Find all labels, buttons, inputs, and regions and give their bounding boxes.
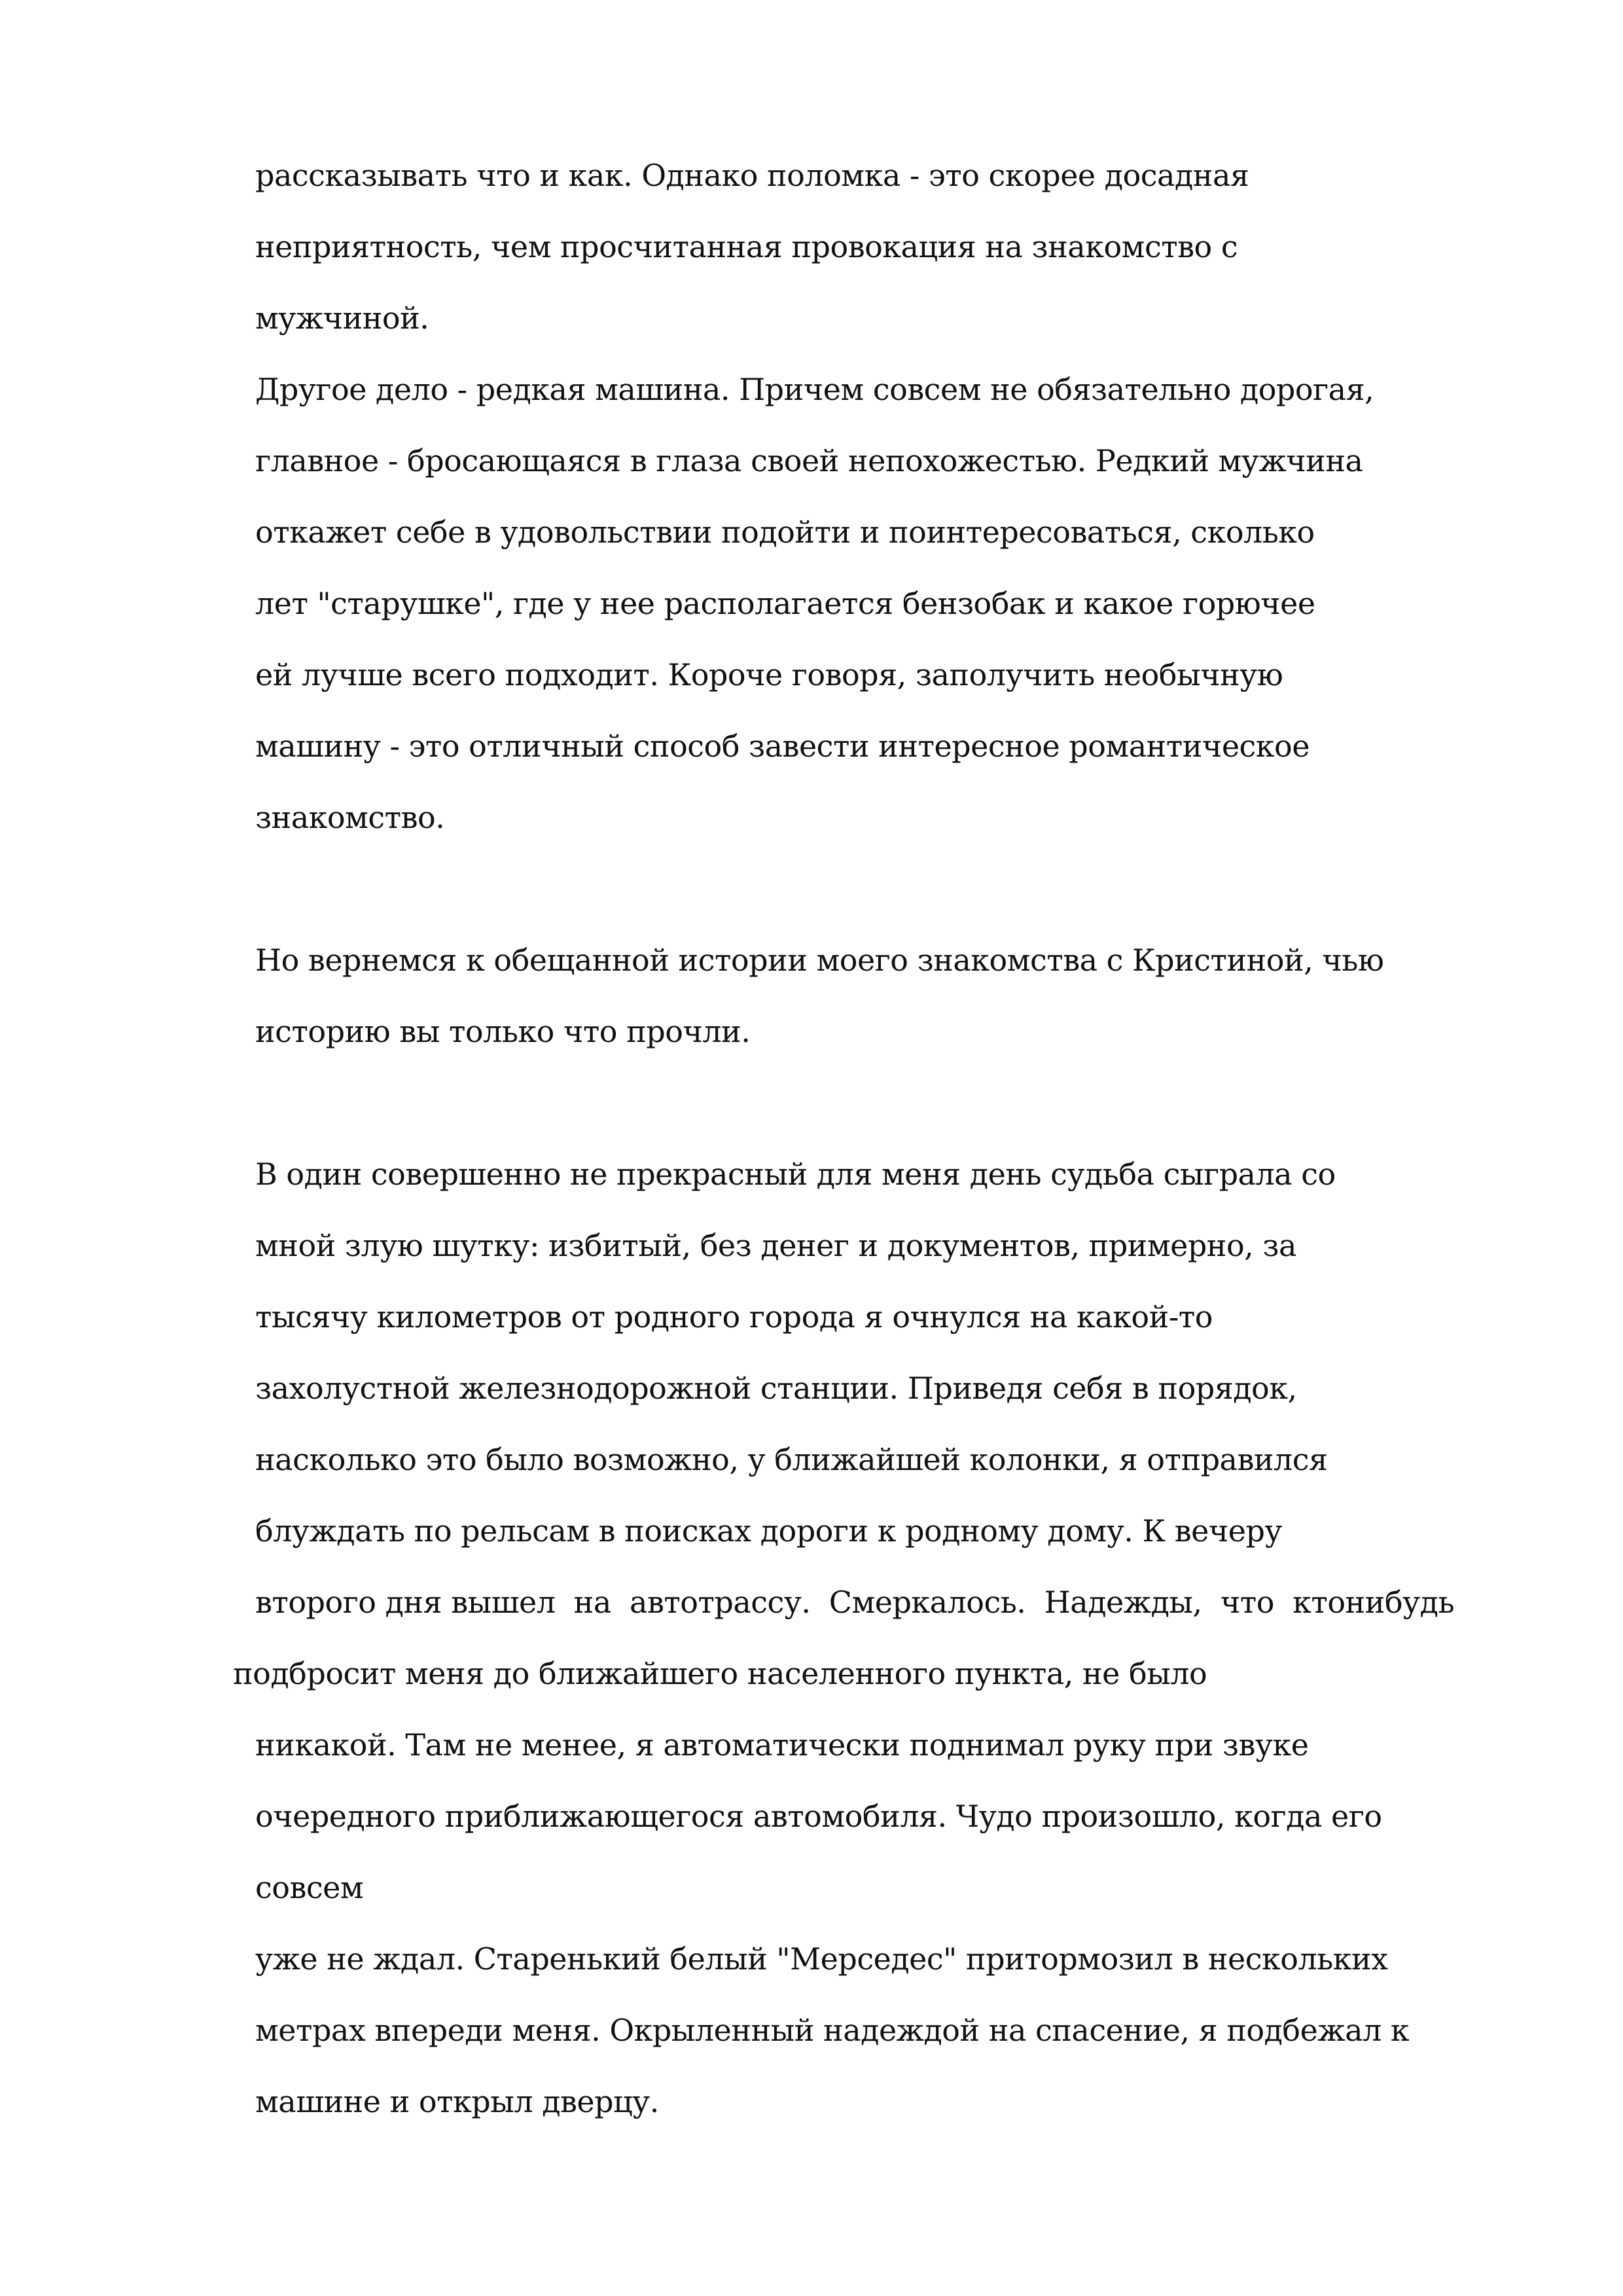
text-line: второго дня вышел на автотрассу. Смеркалось. Надежды, что ктонибудь (255, 1585, 1455, 1620)
text-line: откажет себе в удовольствии подойти и поинтересоваться, сколько (255, 514, 1315, 550)
text-line: очередного приближающегося автомобиля. Чудо произошло, когда его (255, 1799, 1382, 1834)
text-line: метрах впереди меня. Окрыленный надеждой на спасение, я подбежал к (255, 2013, 1410, 2048)
text-line: Другое дело - редкая машина. Причем совсем не обязательно дорогая, (255, 372, 1374, 407)
text-line: машине и открыл дверцу. (255, 2084, 659, 2119)
text-line: рассказывать что и как. Однако поломка - это скорее досадная (255, 158, 1249, 193)
text-line: захолустной железнодорожной станции. Приведя себя в порядок, (255, 1371, 1297, 1406)
text-line: насколько это было возможно, у ближайшей колонки, я отправился (255, 1442, 1328, 1477)
text-line: главное - бросающаяся в глаза своей непохожестью. Редкий мужчина (255, 443, 1363, 478)
text-line: Но вернемся к обещанной истории моего знакомства с Кристиной, чью (255, 942, 1384, 978)
text-line: совсем (255, 1870, 364, 1905)
text-line: В один совершенно не прекрасный для меня день судьба сыграла со (255, 1157, 1336, 1192)
text-line: мужчиной. (255, 300, 429, 336)
text-line: уже не ждал. Старенький белый "Мерседес" притормозил в нескольких (255, 1941, 1388, 1977)
text-line: мной злую шутку: избитый, без денег и документов, примерно, за (255, 1228, 1296, 1263)
text-line: подбросит меня до ближайшего населенного пункта, не было (233, 1656, 1207, 1691)
text-line: машину - это отличный способ завести интересное романтическое (255, 728, 1310, 764)
text-line: знакомство. (255, 800, 445, 835)
text-line: блуждать по рельсам в поисках дороги к родному дому. К вечеру (255, 1513, 1282, 1549)
text-line: никакой. Там не менее, я автоматически поднимал руку при звуке (255, 1727, 1309, 1763)
text-line: неприятность, чем просчитанная провокация на знакомство с (255, 229, 1238, 264)
text-line: ей лучше всего подходит. Короче говоря, заполучить необычную (255, 657, 1283, 692)
text-line: тысячу километров от родного города я очнулся на какой-то (255, 1299, 1213, 1335)
text-line: лет "старушке", где у нее располагается бензобак и какое горючее (255, 586, 1315, 621)
text-line: историю вы только что прочли. (255, 1014, 751, 1049)
